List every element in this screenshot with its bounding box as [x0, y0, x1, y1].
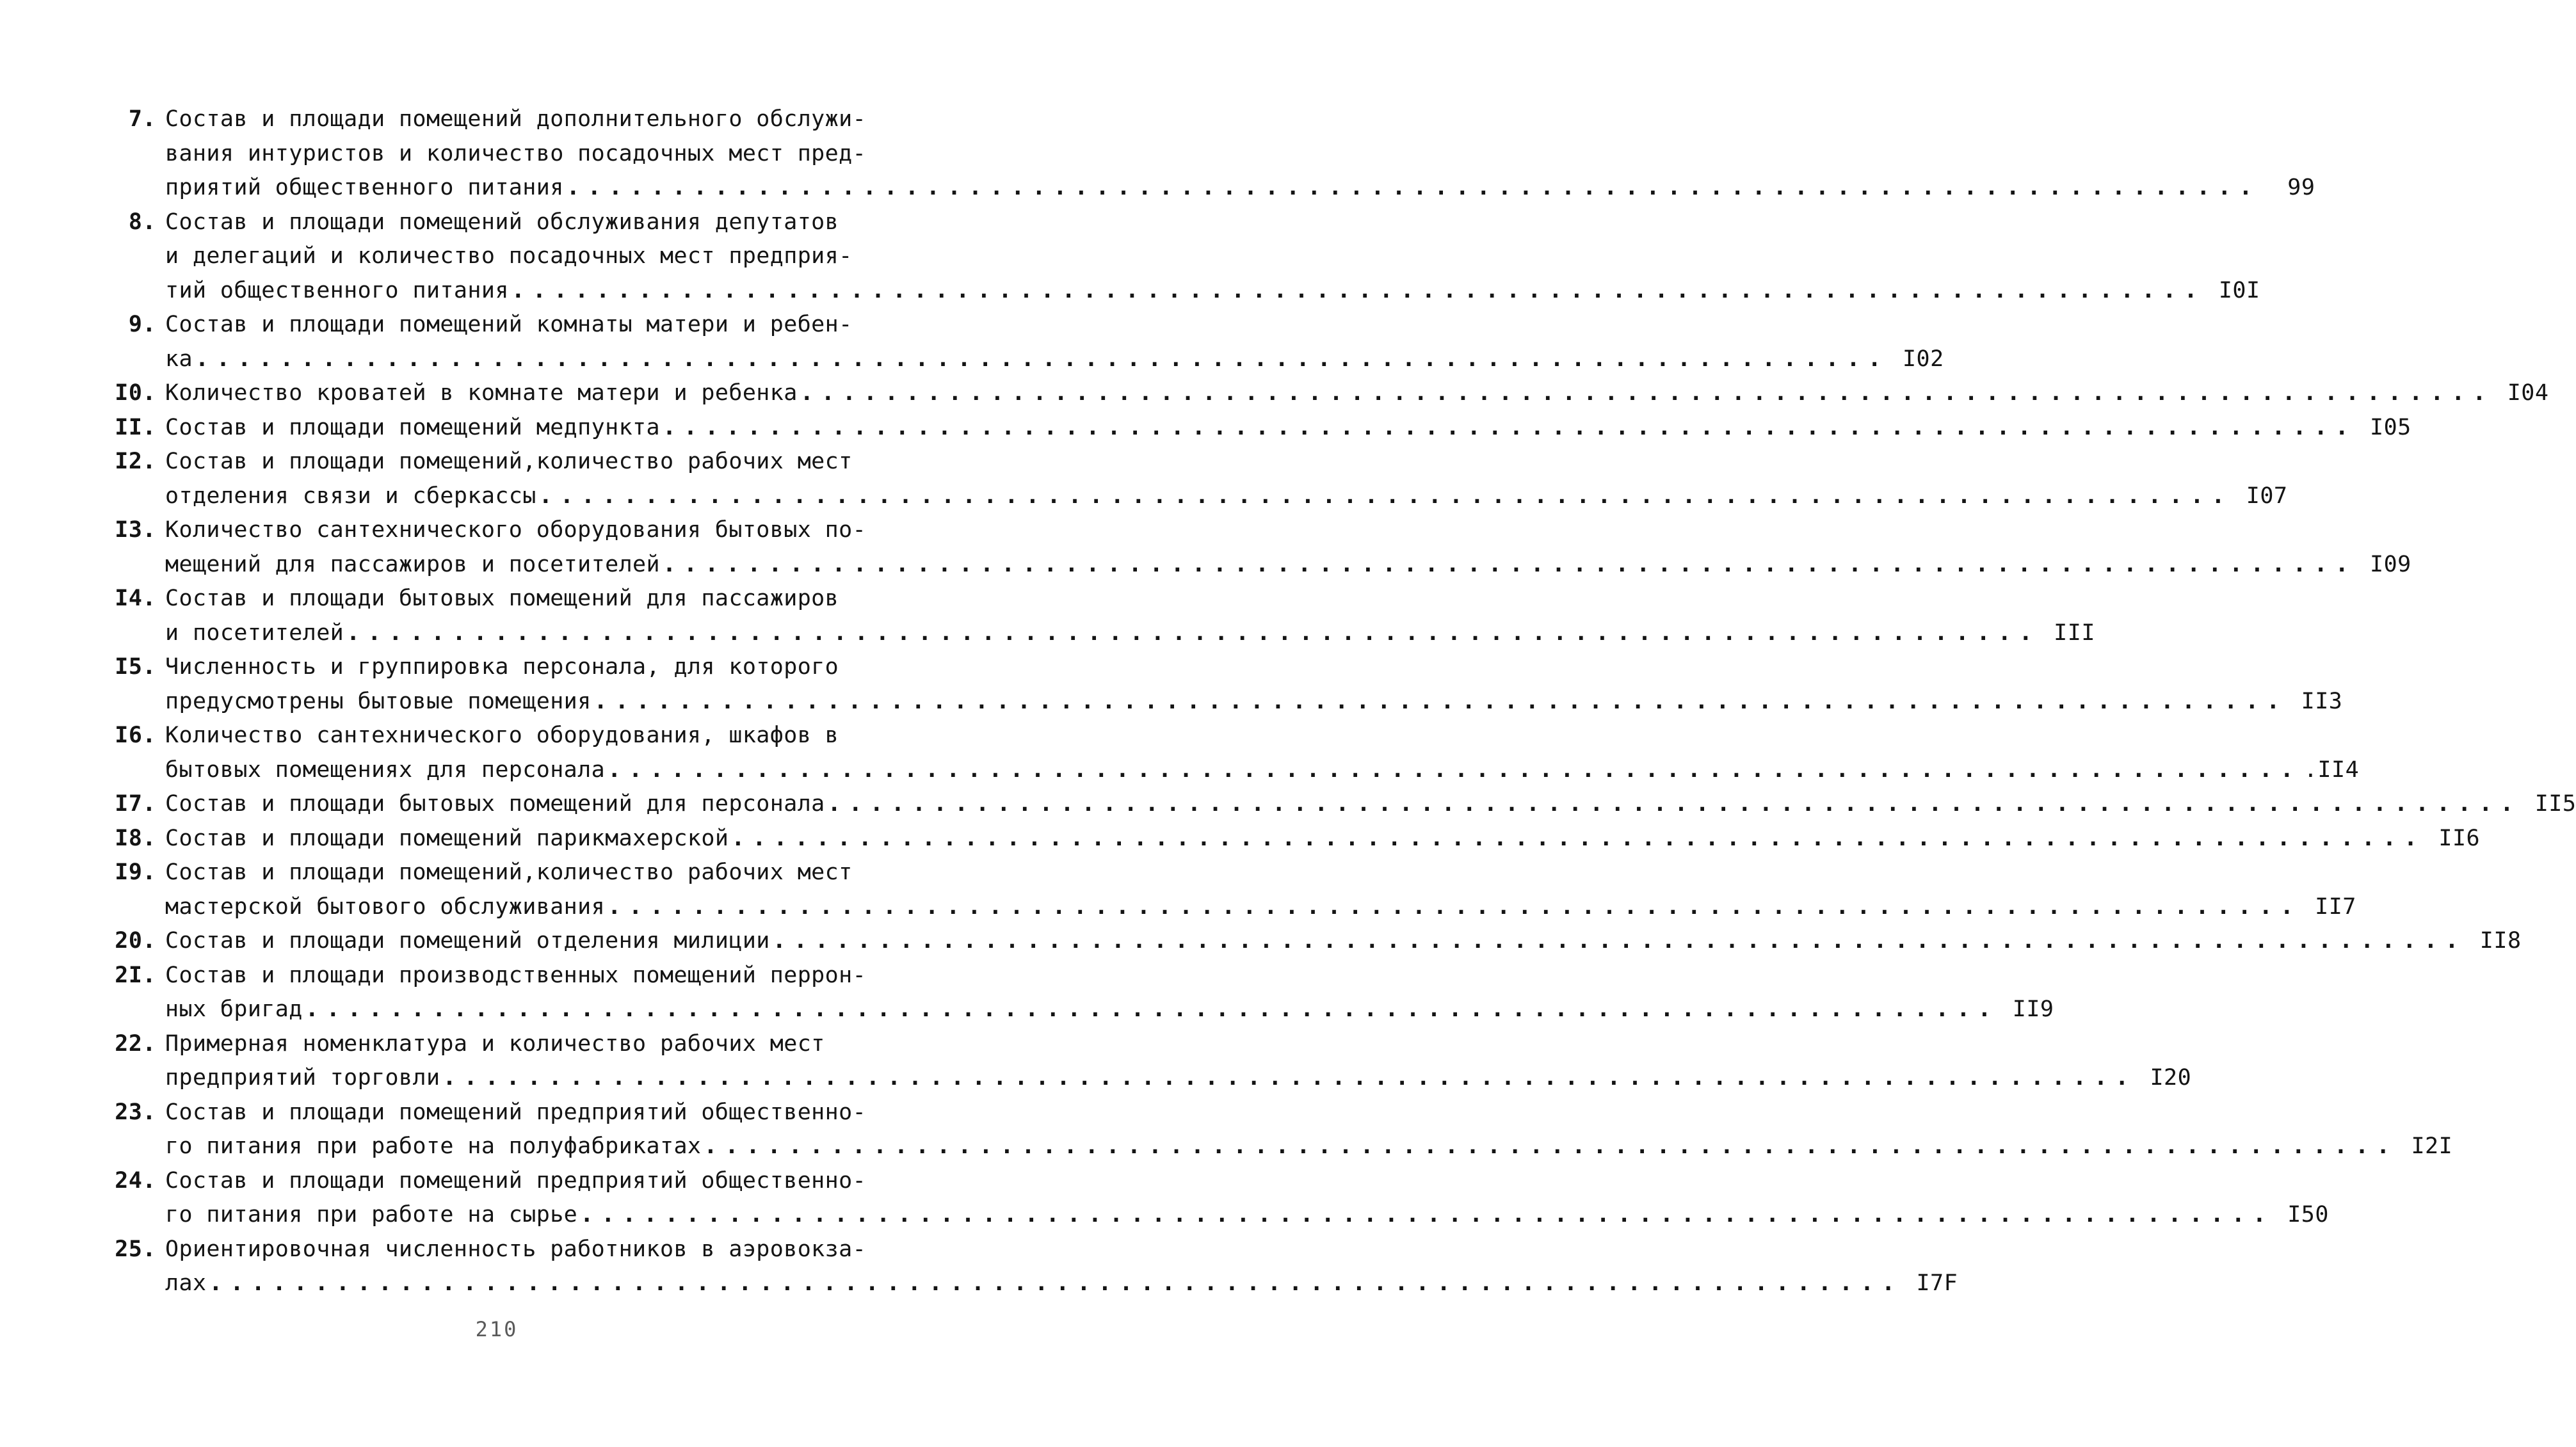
page-number: 210	[475, 1317, 519, 1341]
toc-entry-page: II7	[2315, 893, 2356, 920]
toc-entry-page: I09	[2370, 551, 2411, 577]
toc-entry-line: Состав и площади помещений,количество рабочих мест	[165, 859, 853, 885]
toc-entry	[96, 856, 2356, 924]
toc-entry-page: I02	[1902, 346, 1944, 372]
toc-entry-last-line	[165, 1198, 2329, 1233]
toc-entry-number: 8.	[128, 209, 156, 235]
toc-entry-line: Состав и площади бытовых помещений для пассажиров	[165, 586, 839, 611]
toc-entry-page: I7F	[1916, 1270, 1958, 1296]
toc-entry-body	[165, 582, 2095, 650]
toc-entry-last-line	[165, 342, 1944, 377]
toc-entry-number: I4.	[115, 586, 156, 611]
dot-leader: ................................................................................	[566, 175, 2260, 200]
toc-entry-body	[165, 959, 2054, 1027]
toc-entry-title: го питания при работе на сырье	[165, 1202, 578, 1227]
toc-entry-last-line	[165, 171, 2315, 205]
dot-leader: ................................................................................	[195, 346, 1889, 372]
toc-entry-page: 99	[2287, 175, 2315, 200]
toc-entry-number: II.	[115, 414, 156, 440]
toc-entry	[96, 205, 2260, 308]
toc-entry-page: I50	[2287, 1202, 2329, 1227]
dot-leader: ................................................................................	[593, 688, 2288, 714]
toc-entry-page: I07	[2246, 483, 2288, 509]
toc-entry-title: ных бригад	[165, 996, 303, 1022]
toc-entry-body	[165, 1027, 2192, 1096]
toc-entry-last-line	[165, 479, 2288, 514]
toc-entry-page: I04	[2507, 380, 2549, 406]
toc-entry	[96, 308, 1944, 376]
toc-entry-title: предусмотрены бытовые помещения	[165, 688, 592, 714]
toc-entry-line: Состав и площади помещений предприятий общественно-	[165, 1167, 867, 1194]
toc-entry-title: бытовых помещениях для персонала	[165, 756, 606, 783]
toc-entry-line: Примерная номенклатура и количество рабочих мест	[165, 1030, 825, 1057]
toc-entry	[96, 411, 2411, 445]
toc-entry-line: Состав и площади помещений предприятий общественно-	[165, 1099, 867, 1125]
toc-entry	[96, 822, 2481, 856]
toc-entry-line: Ориентировочная численность работников в аэровокза-	[165, 1236, 867, 1262]
toc-entry-page: II8	[2479, 928, 2522, 954]
toc-entry-line: Количество сантехнического оборудования, шкафов в	[165, 723, 839, 748]
toc-entry-title: го питания при работе на полуфабрикатах	[165, 1133, 702, 1159]
toc-entry-number: I7.	[115, 791, 156, 817]
toc-entry	[96, 513, 2411, 582]
toc-entry-body	[165, 445, 2288, 513]
toc-entry	[96, 445, 2288, 513]
toc-entry	[96, 959, 2054, 1027]
toc-entry	[96, 582, 2095, 650]
toc-entry-title: тий общественного питания	[165, 277, 509, 303]
toc-entry-line: Состав и площади помещений дополнительного обслужи-	[165, 106, 867, 132]
toc-entry-body	[165, 1096, 2453, 1164]
toc-entry-page: II6	[2438, 825, 2481, 851]
toc-entry-number: I8.	[115, 825, 156, 851]
toc-entry-title: мастерской бытового обслуживания	[165, 893, 606, 920]
toc-entry-page: I20	[2150, 1065, 2192, 1091]
toc-entry-title: Состав и площади помещений медпункта	[165, 414, 660, 440]
dot-leader: ................................................................................	[511, 277, 2205, 303]
toc-entry-last-line	[165, 890, 2356, 925]
toc-entry-number: 22.	[115, 1030, 156, 1057]
dot-leader: ................................................................................	[442, 1065, 2137, 1091]
toc-entry-body	[165, 822, 2481, 856]
toc-entry-last-line	[165, 787, 2576, 822]
toc-entry-page: I05	[2370, 414, 2411, 440]
toc-entry-body	[165, 205, 2260, 308]
toc-entry-page: II3	[2301, 688, 2343, 714]
toc-entry-page: II5	[2534, 791, 2576, 817]
toc-entry	[96, 102, 2315, 205]
dot-leader: ................................................................................	[827, 791, 2522, 817]
toc-entry-number: I0.	[115, 380, 156, 406]
toc-entry-last-line	[165, 1061, 2192, 1096]
toc-entry-line: Численность и группировка персонала, для которого	[165, 654, 839, 680]
dot-leader: ................................................................................	[346, 620, 2040, 646]
toc-entry-title: лах	[165, 1270, 207, 1296]
toc-entry-body	[165, 650, 2343, 719]
dot-leader: ................................................................................	[209, 1270, 1903, 1296]
toc-entry-number: I9.	[115, 859, 156, 885]
toc-entry	[96, 650, 2343, 719]
dot-leader: ................................................................................	[608, 756, 2301, 783]
toc-entry-title: ка	[165, 346, 193, 372]
toc-entry-title: приятий общественного питания	[165, 175, 564, 200]
toc-entry-body	[165, 1164, 2329, 1233]
toc-entry	[96, 1027, 2192, 1096]
toc-entry-number: 2I.	[115, 962, 156, 988]
toc-entry	[96, 1233, 1958, 1301]
toc-entry-number: I2.	[115, 449, 156, 474]
toc-entry-page: I2I	[2411, 1133, 2453, 1159]
toc-entry-body	[165, 856, 2356, 924]
toc-entry-last-line	[165, 924, 2522, 959]
toc-entry-line: Состав и площади помещений комнаты матери и ребен-	[165, 312, 853, 337]
dot-leader: ................................................................................	[305, 996, 1999, 1022]
toc-entry-last-line	[165, 548, 2411, 582]
toc-entry-body	[165, 719, 2360, 787]
toc-entry-body	[165, 411, 2411, 445]
toc-entry-body	[165, 787, 2576, 822]
toc-entry-number: 9.	[128, 312, 156, 337]
toc-entry-last-line	[165, 616, 2095, 651]
toc-entry-line: Состав и площади помещений,количество рабочих мест	[165, 449, 853, 474]
toc-entry-number: I6.	[115, 723, 156, 748]
toc-entry-body	[165, 376, 2549, 411]
toc-entry-last-line	[165, 411, 2411, 445]
toc-entry-page: .II4	[2303, 756, 2360, 783]
toc-entry-body	[165, 1233, 1958, 1301]
toc-entry-title: Состав и площади бытовых помещений для персонала	[165, 791, 825, 817]
toc-entry-title: Количество кроватей в комнате матери и ребенка	[165, 380, 798, 406]
toc-entry-number: 20.	[115, 928, 156, 954]
toc-entry	[96, 1164, 2329, 1233]
toc-entry	[96, 376, 2549, 411]
toc-entry-last-line	[165, 274, 2260, 308]
dot-leader: ................................................................................	[662, 414, 2356, 440]
toc-entry-line: Состав и площади производственных помещений перрон-	[165, 962, 867, 988]
toc-entry-title: Состав и площади помещений отделения милиции	[165, 928, 770, 954]
dot-leader: ................................................................................	[772, 928, 2467, 954]
toc-entry-body	[165, 924, 2522, 959]
toc-entry-number: 25.	[115, 1236, 156, 1262]
toc-entry-title: и посетителей	[165, 620, 344, 646]
toc-entry-page: I0I	[2218, 277, 2260, 303]
toc-entry-title: мещений для пассажиров и посетителей	[165, 551, 660, 577]
toc-entry-last-line	[165, 376, 2549, 411]
toc-entry-number: 7.	[128, 106, 156, 132]
dot-leader: ................................................................................	[608, 893, 2301, 920]
toc-entry-body	[165, 308, 1944, 376]
toc-entry-number: 24.	[115, 1167, 156, 1194]
toc-entry-last-line	[165, 1267, 1958, 1301]
toc-entry-line: Состав и площади помещений обслуживания депутатов	[165, 209, 839, 235]
toc-entry-last-line	[165, 685, 2343, 719]
toc-entry	[96, 1096, 2453, 1164]
dot-leader: ................................................................................	[704, 1133, 2398, 1159]
dot-leader: ................................................................................	[580, 1202, 2274, 1227]
toc-entry-title: предприятий торговли	[165, 1065, 440, 1091]
toc-entry-last-line	[165, 822, 2481, 856]
toc-entry	[96, 924, 2522, 959]
toc-entry-number: 23.	[115, 1099, 156, 1125]
table-of-contents	[96, 102, 2576, 1301]
toc-entry	[96, 719, 2360, 787]
dot-leader: ................................................................................	[800, 380, 2494, 406]
toc-entry-page: III	[2054, 620, 2095, 646]
toc-entry-body	[165, 513, 2411, 582]
toc-entry-line: Количество сантехнического оборудования бытовых по-	[165, 517, 867, 543]
toc-entry-body	[165, 102, 2315, 205]
toc-entry-title: отделения связи и сберкассы	[165, 483, 536, 509]
toc-entry-number: I5.	[115, 654, 156, 680]
dot-leader: ................................................................................	[662, 551, 2356, 577]
toc-entry-line: вания интуристов и количество посадочных мест пред-	[165, 140, 867, 166]
dot-leader: ................................................................................	[731, 825, 2426, 851]
toc-entry-last-line	[165, 1130, 2453, 1164]
toc-entry	[96, 787, 2576, 822]
toc-entry-last-line	[165, 993, 2054, 1027]
toc-entry-page: II9	[2012, 996, 2054, 1022]
toc-entry-title: Состав и площади помещений парикмахерской	[165, 825, 729, 851]
toc-entry-number: I3.	[115, 517, 156, 543]
toc-entry-line: и делегаций и количество посадочных мест предприя-	[165, 243, 853, 269]
dot-leader: ................................................................................	[538, 483, 2233, 509]
toc-entry-last-line	[165, 753, 2360, 788]
